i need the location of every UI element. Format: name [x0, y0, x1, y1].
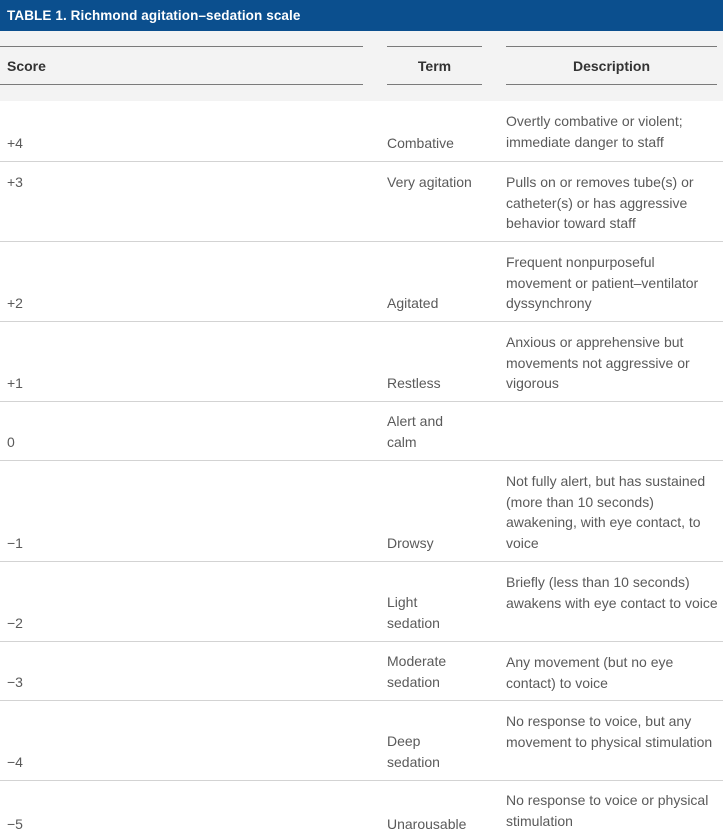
- term-cell: Restless: [387, 374, 441, 391]
- term-cell: Alert and calm: [387, 413, 444, 450]
- table-row: [0, 242, 723, 322]
- header-term: Term: [387, 46, 482, 85]
- term-cell: Light sedation: [387, 594, 440, 631]
- table-row: [0, 642, 723, 701]
- header-description: Description: [506, 46, 717, 85]
- table-row: [0, 101, 723, 162]
- table-row: [0, 562, 723, 642]
- term-cell: Combative: [387, 134, 454, 151]
- score-cell: +3: [7, 174, 23, 190]
- table-row: [0, 162, 723, 242]
- term-cell: Agitated: [387, 294, 439, 311]
- table-row: [0, 701, 723, 781]
- term-cell: Very agitation: [387, 174, 472, 190]
- description-cell: Briefly (less than 10 seconds) awakens with eye contact to voice: [506, 574, 718, 611]
- description-cell: No response to voice, but any movement to physical stimulation: [506, 713, 713, 750]
- score-cell: +2: [7, 294, 23, 311]
- score-cell: +4: [7, 134, 23, 151]
- table-row: [0, 781, 723, 838]
- term-cell: Drowsy: [387, 534, 434, 551]
- score-cell: −3: [7, 673, 23, 690]
- description-cell: Pulls on or removes tube(s) or catheter(s) or has aggressive behavior toward staff: [506, 174, 694, 231]
- score-cell: −2: [7, 614, 23, 631]
- table-row: [0, 461, 723, 562]
- score-cell: −1: [7, 534, 23, 551]
- table-row: [0, 402, 723, 461]
- description-cell: No response to voice or physical stimulation: [506, 792, 709, 829]
- header-score: Score: [0, 46, 363, 85]
- term-cell: Deep sedation: [387, 733, 440, 770]
- table-row: [0, 322, 723, 402]
- score-cell: −4: [7, 753, 23, 770]
- description-cell: Any movement (but no eye contact) to voice: [506, 654, 674, 691]
- score-cell: +1: [7, 374, 23, 391]
- description-cell: Not fully alert, but has sustained (more than 10 seconds) awakening, with eye contact, to voice: [506, 473, 706, 551]
- description-cell: Frequent nonpurposeful movement or patient–ventilator dyssynchrony: [506, 254, 699, 311]
- description-cell: Overtly combative or violent; immediate danger to staff: [506, 113, 683, 150]
- table-title-bar: [0, 0, 723, 31]
- description-cell: Anxious or apprehensive but movements not aggressive or vigorous: [506, 334, 690, 391]
- score-cell: −5: [7, 815, 23, 832]
- term-cell: Unarousable: [387, 815, 467, 832]
- score-cell: 0: [7, 433, 15, 450]
- term-cell: Moderate sedation: [387, 653, 447, 690]
- table-title: TABLE 1. Richmond agitation–sedation scale: [7, 8, 301, 23]
